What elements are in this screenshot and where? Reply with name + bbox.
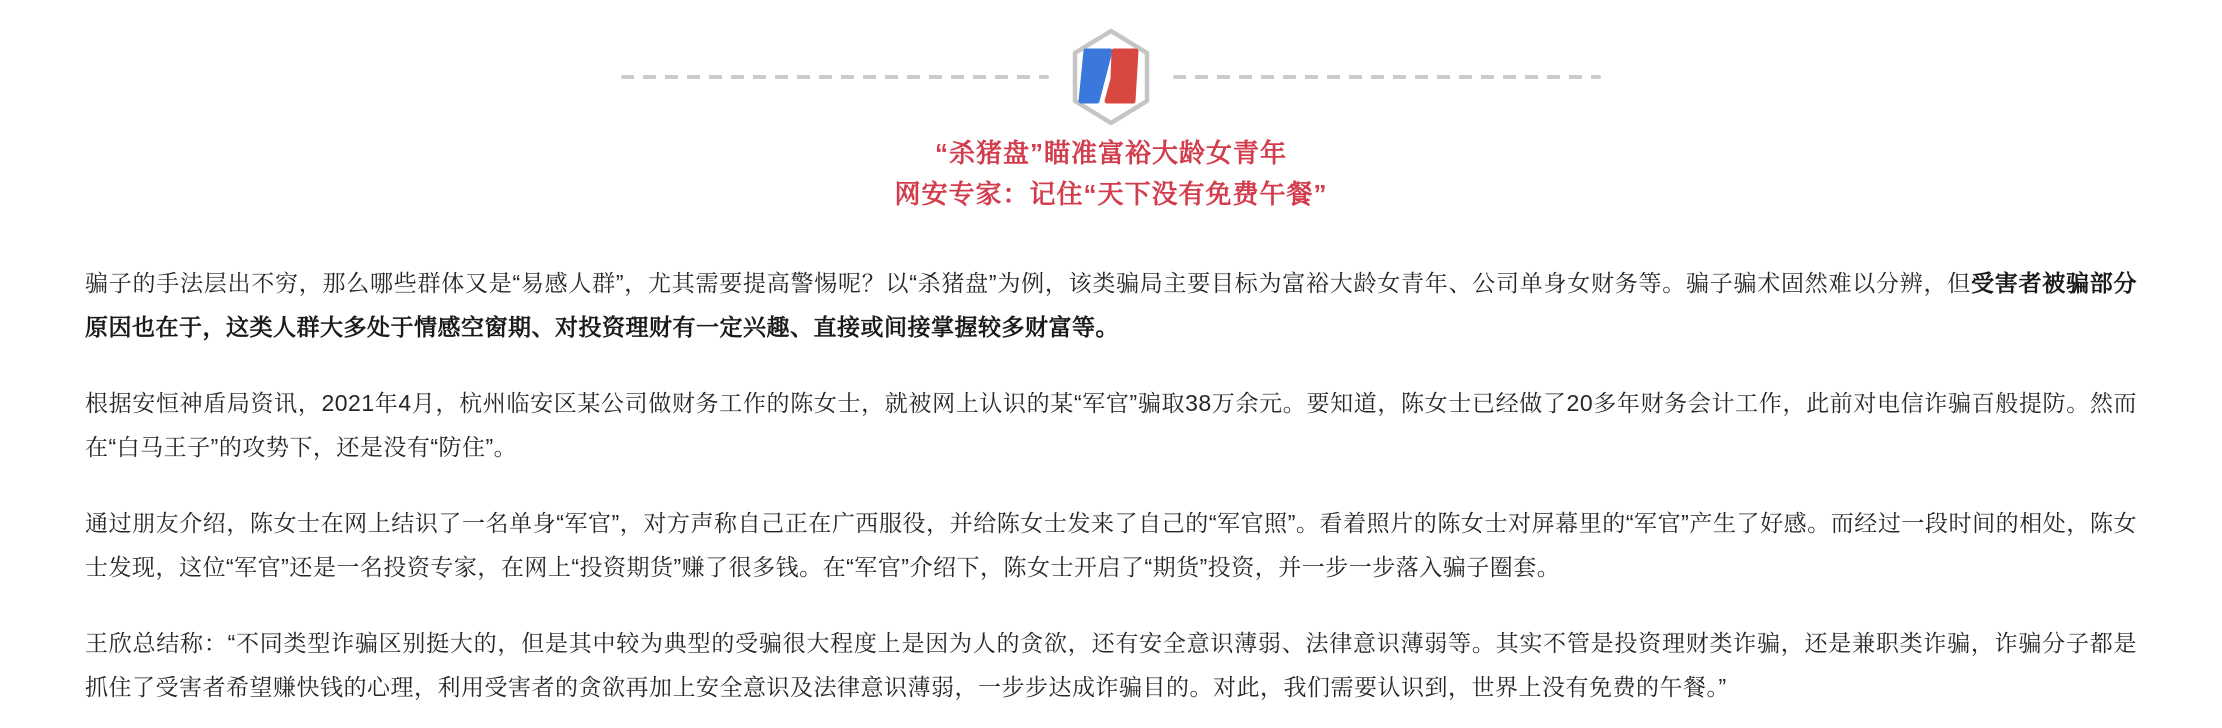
article-title-line2: 网安专家：记住“天下没有免费午餐” <box>894 179 1328 209</box>
paragraph-text: 王欣总结称：“不同类型诈骗区别挺大的，但是其中较为典型的受骗很大程度上是因为人的贪欲，还有安全意识薄弱、法律意识薄弱等。其实不管是投资理财类诈骗，还是兼职类诈骗，诈骗分子都是抓住了受害者希望赚快钱的心理，利用受害者的贪欲再加上安全意识及法律意识薄弱，一步步达成诈骗目的。对此，我们需要认识到，世界上没有免费的午餐。” <box>85 630 2137 700</box>
article-paragraph <box>85 381 2137 469</box>
paragraph-text: 根据安恒神盾局资讯，2021年4月，杭州临安区某公司做财务工作的陈女士，就被网上认识的某“军官”骗取38万余元。要知道，陈女士已经做了20多年财务会计工作，此前对电信诈骗百般提防。然而在“白马王子”的攻势下，还是没有“防住”。 <box>85 390 2137 460</box>
dashed-line-right <box>1173 75 1601 79</box>
paragraph-text: 通过朋友介绍，陈女士在网上结识了一名单身“军官”，对方声称自己正在广西服役，并给陈女士发来了自己的“军官照”。看着照片的陈女士对屏幕里的“军官”产生了好感。而经过一段时间的相处，陈女士发现，这位“军官”还是一名投资专家，在网上“投资期货”赚了很多钱。在“军官”介绍下，陈女士开启了“期货”投资，并一步一步落入骗子圈套。 <box>85 510 2137 580</box>
article-paragraph <box>85 261 2137 349</box>
logo-divider <box>0 27 2222 127</box>
paragraph-text: 骗子的手法层出不穷，那么哪些群体又是“易感人群”，尤其需要提高警惕呢？以“杀猪盘”为例，该类骗局主要目标为富裕大龄女青年、公司单身女财务等。骗子骗术固然难以分辨，但 <box>85 270 1972 296</box>
article-title <box>0 133 2222 215</box>
brand-hexagon-n-logo-icon <box>1067 27 1155 127</box>
article-paragraph <box>85 621 2137 709</box>
article-title-line1: “杀猪盘”瞄准富裕大龄女青年 <box>934 138 1287 168</box>
article-header <box>0 0 2222 215</box>
article-body <box>0 261 2222 709</box>
article-paragraph <box>85 501 2137 589</box>
dashed-line-left <box>621 75 1049 79</box>
paragraph-text-bold: 受害者被骗部分原因也在于，这类人群大多处于情感空窗期、对投资理财有一定兴趣、直接或间接掌握较多财富等。 <box>85 270 2138 340</box>
